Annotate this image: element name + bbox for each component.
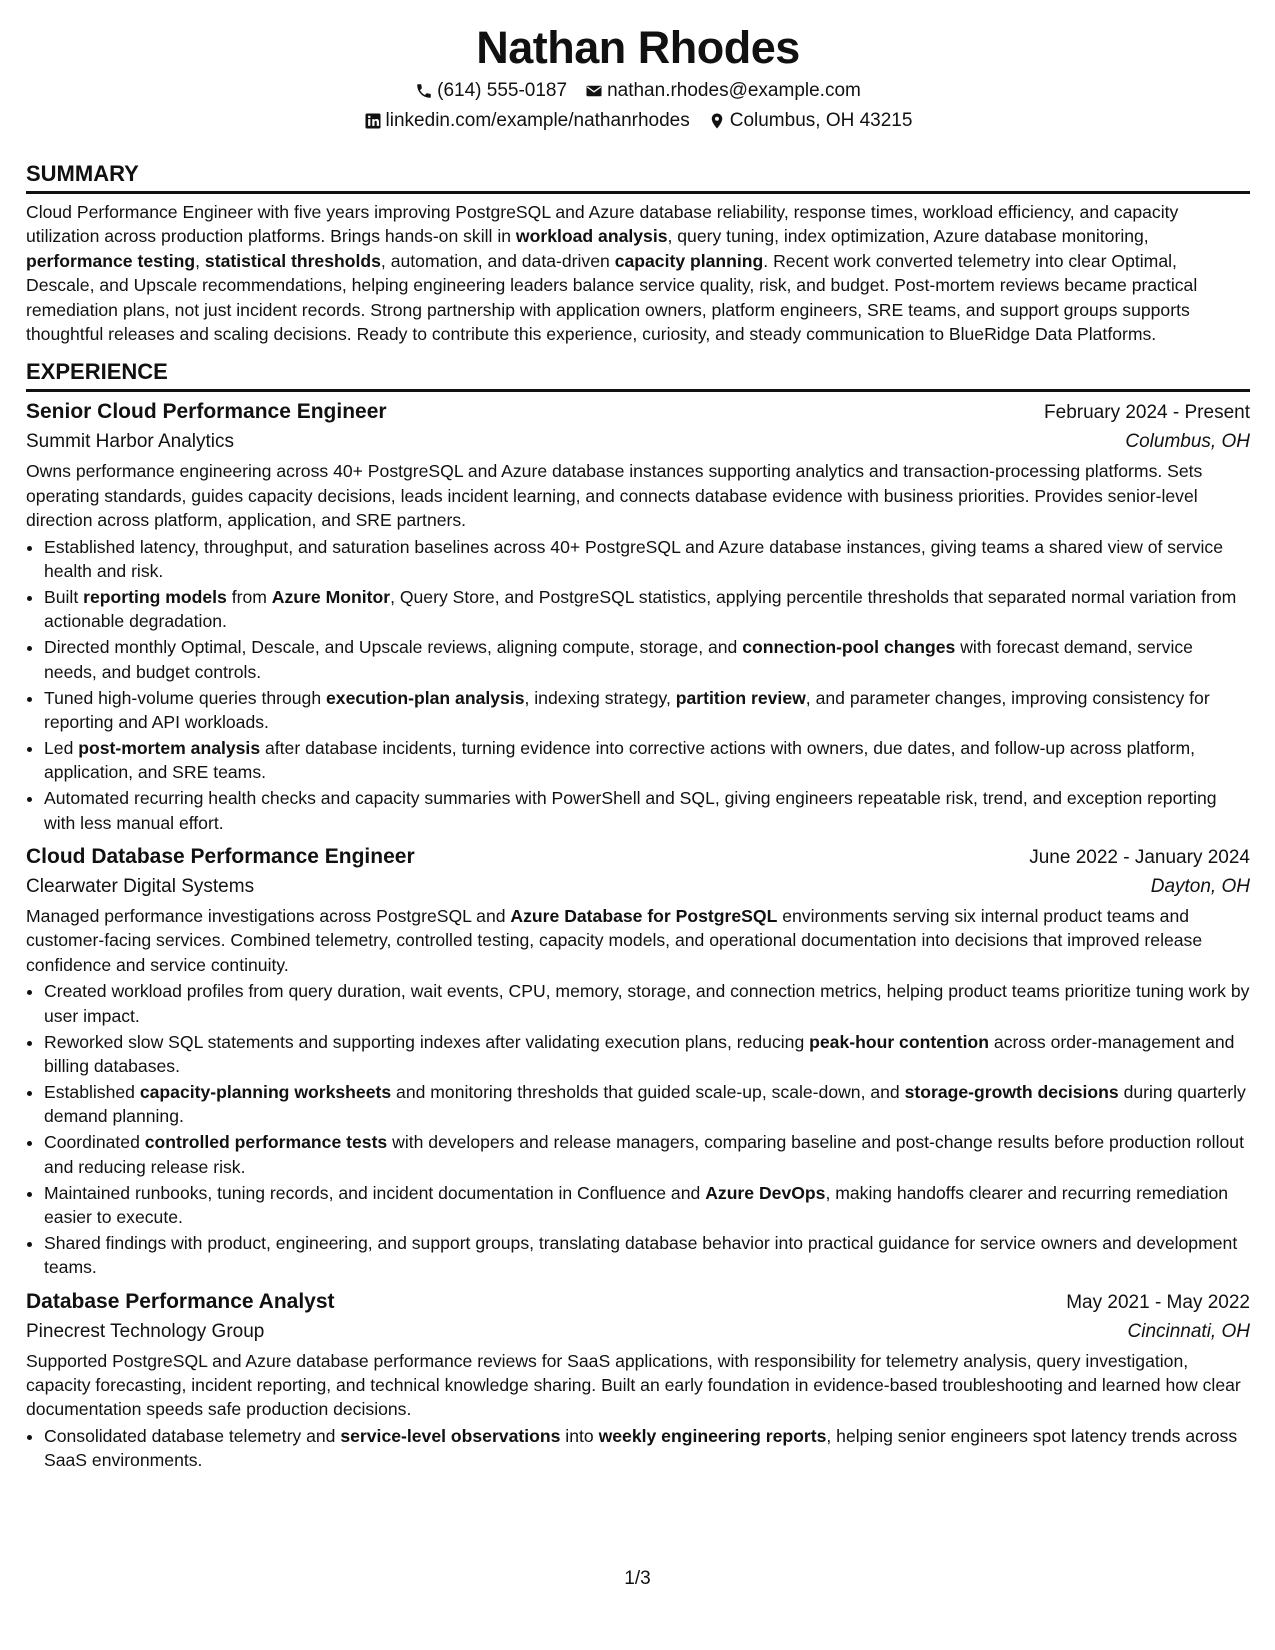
- location-text: Columbus, OH 43215: [729, 110, 913, 131]
- job-entry: [26, 841, 1250, 1280]
- envelope-icon: [585, 82, 603, 100]
- summary-section: [26, 160, 1250, 346]
- list-item: [44, 1181, 1250, 1230]
- bullet-bold-text: storage-growth decisions: [904, 1081, 1119, 1102]
- list-item: [44, 686, 1250, 735]
- job-bullet-list: [26, 1424, 1250, 1473]
- email-contact[interactable]: [585, 76, 861, 106]
- jobs-list: [26, 396, 1250, 1472]
- bullet-text: Created workload profiles from query duration, wait events, CPU, memory, storage, and connection metrics, helping product teams prioritize tuning work by user impact.: [44, 981, 1250, 1026]
- linkedin-icon: [364, 112, 382, 130]
- list-item: [44, 535, 1250, 584]
- bullet-text: , and parameter changes, improving consistency for reporting and API workloads.: [44, 687, 1210, 732]
- job-description: [26, 459, 1250, 532]
- bullet-text: Shared findings with product, engineering, and support groups, translating database behavior into practical guidance for service owners and development teams.: [44, 1232, 1238, 1278]
- phone-contact: [415, 76, 567, 106]
- job-company-row: [26, 427, 1250, 457]
- bullet-bold-text: execution-plan analysis: [326, 687, 525, 708]
- bullet-text: Established latency, throughput, and saturation baselines across 40+ PostgreSQL and Azure database instances, giving teams a shared view of service health and risk.: [44, 536, 1223, 582]
- company-name: Summit Harbor Analytics: [26, 431, 235, 453]
- bullet-bold-text: controlled performance tests: [144, 1132, 388, 1153]
- bullet-text: Tuned high-volume queries through: [44, 687, 326, 708]
- summary-text: Cloud Performance Engineer with five years improving PostgreSQL and Azure database reliability, response times, workload efficiency, and capacity utilization across production platforms. Brings hands-on skill in: [26, 202, 1179, 247]
- job-description: [26, 1349, 1250, 1422]
- summary-bold-text: workload analysis: [515, 226, 668, 247]
- job-description-text: environments serving six internal product teams and customer-facing services. Combined telemetry, controlled testing, capacity models, and operational documentation into decisions that improved release confidence and service continuity.: [26, 906, 1203, 975]
- section-title-experience: EXPERIENCE: [26, 358, 1250, 392]
- bullet-text: with developers and release managers, comparing baseline and post-change results before production rollout and reducing release risk.: [44, 1132, 1244, 1177]
- job-title: Senior Cloud Performance Engineer: [26, 400, 387, 424]
- bullet-bold-text: Azure Monitor: [271, 586, 391, 607]
- resume-page: [26, 0, 1250, 1474]
- page-number: 1/3: [624, 1568, 651, 1589]
- summary-paragraph: [26, 200, 1250, 346]
- job-description-text: Owns performance engineering across 40+ PostgreSQL and Azure database instances supporting analytics and transaction-processing platforms. Sets operating standards, guides capacity decisions, leads incident learning, and connects database evidence with business priorities. Provides senior-level direction across platform, application, and SRE partners.: [26, 461, 1203, 531]
- list-item: [44, 1080, 1250, 1129]
- phone-icon: [415, 82, 433, 100]
- bullet-bold-text: reporting models: [83, 586, 227, 607]
- job-header-row: [26, 1286, 1250, 1317]
- bullet-text: , Query Store, and PostgreSQL statistics, applying percentile thresholds that separated normal variation from actionable degradation.: [44, 586, 1237, 632]
- contact-line-1: [26, 76, 1250, 106]
- experience-section: [26, 358, 1250, 1472]
- bullet-text: Maintained runbooks, tuning records, and incident documentation in Confluence and: [44, 1182, 706, 1203]
- job-description-bold-text: Azure Database for PostgreSQL: [510, 906, 778, 927]
- bullet-bold-text: Azure DevOps: [705, 1182, 826, 1203]
- bullet-text: Reworked slow SQL statements and supporting indexes after validating execution plans, reducing: [44, 1031, 810, 1052]
- bullet-text: , making handoffs clearer and recurring remediation easier to execute.: [44, 1182, 1229, 1227]
- job-header-row: [26, 841, 1250, 872]
- bullet-bold-text: weekly engineering reports: [598, 1425, 827, 1446]
- job-location: Cincinnati, OH: [1127, 1320, 1250, 1342]
- location-contact: [708, 106, 913, 136]
- bullet-text: into: [560, 1425, 599, 1446]
- bullet-text: Led: [44, 737, 79, 758]
- bullet-text: Established: [44, 1081, 140, 1102]
- summary-text: , automation, and data-driven: [380, 250, 615, 271]
- job-entry: [26, 1286, 1250, 1473]
- job-company-row: [26, 1317, 1250, 1347]
- list-item: [44, 635, 1250, 684]
- job-description-text: Managed performance investigations across PostgreSQL and: [26, 906, 511, 927]
- bullet-text: after database incidents, turning evidence into corrective actions with owners, due dates, and follow-up across platform, application, and SRE teams.: [44, 737, 1196, 783]
- list-item: [44, 786, 1250, 835]
- bullet-text: , helping senior engineers spot latency trends across SaaS environments.: [44, 1425, 1238, 1471]
- job-dates: February 2024 - Present: [1044, 402, 1250, 424]
- bullet-bold-text: service-level observations: [340, 1425, 561, 1446]
- summary-bold-text: performance testing: [26, 250, 196, 271]
- section-title-summary: SUMMARY: [26, 160, 1250, 194]
- linkedin-text[interactable]: linkedin.com/example/nathanrhodes: [385, 110, 690, 131]
- contact-line-2: [26, 106, 1250, 136]
- job-header-row: [26, 396, 1250, 427]
- bullet-text: Automated recurring health checks and capacity summaries with PowerShell and SQL, giving engineers repeatable risk, trend, and exception reporting with less manual effort.: [44, 788, 1217, 833]
- bullet-text: , indexing strategy,: [524, 687, 676, 708]
- list-item: [44, 1424, 1250, 1473]
- summary-bold-text: capacity planning: [614, 250, 764, 271]
- list-item: [44, 585, 1250, 634]
- bullet-text: Coordinated: [44, 1132, 145, 1153]
- bullet-text: Built: [44, 586, 84, 607]
- resume-header: [26, 20, 1250, 136]
- summary-text: , query tuning, index optimization, Azure database monitoring,: [667, 226, 1149, 247]
- job-dates: June 2022 - January 2024: [1029, 847, 1250, 869]
- phone-text: (614) 555-0187: [437, 80, 568, 101]
- email-text[interactable]: nathan.rhodes@example.com: [607, 80, 861, 101]
- bullet-bold-text: partition review: [675, 687, 806, 708]
- bullet-bold-text: connection-pool changes: [742, 637, 956, 658]
- summary-bold-text: statistical thresholds: [204, 250, 381, 271]
- linkedin-contact[interactable]: [364, 106, 690, 136]
- list-item: [44, 979, 1250, 1028]
- job-location: Columbus, OH: [1125, 431, 1250, 453]
- bullet-bold-text: peak-hour contention: [809, 1031, 989, 1052]
- job-description: [26, 904, 1250, 977]
- job-title: Database Performance Analyst: [26, 1289, 335, 1313]
- list-item: [44, 1231, 1250, 1280]
- job-entry: [26, 396, 1250, 835]
- bullet-text: Directed monthly Optimal, Descale, and Upscale reviews, aligning compute, storage, and: [44, 637, 743, 658]
- job-bullet-list: [26, 979, 1250, 1279]
- job-company-row: [26, 872, 1250, 902]
- candidate-name: Nathan Rhodes: [476, 22, 800, 73]
- list-item: [44, 1030, 1250, 1079]
- bullet-text: across order-management and billing databases.: [44, 1031, 1235, 1076]
- job-title: Cloud Database Performance Engineer: [26, 845, 415, 869]
- company-name: Pinecrest Technology Group: [26, 1320, 265, 1342]
- bullet-text: during quarterly demand planning.: [44, 1081, 1246, 1127]
- job-dates: May 2021 - May 2022: [1066, 1291, 1250, 1313]
- bullet-text: Consolidated database telemetry and: [44, 1425, 341, 1446]
- company-name: Clearwater Digital Systems: [26, 876, 255, 898]
- bullet-text: from: [226, 586, 272, 607]
- list-item: [44, 1130, 1250, 1179]
- bullet-text: with forecast demand, service needs, and budget controls.: [44, 637, 1193, 682]
- bullet-bold-text: capacity-planning worksheets: [139, 1081, 392, 1102]
- summary-text: . Recent work converted telemetry into clear Optimal, Descale, and Upscale recommendations, helping engineering leaders balance service quality, risk, and budget. Post-mortem reviews became practical remediation plans, not just incident records. Strong partnership with application owners, platform engineers, SRE teams, and support groups supports thoughtful releases and scaling decisions. Ready to contribute this experience, curiosity, and steady communication to BlueRidge Data Platforms.: [26, 250, 1198, 345]
- job-location: Dayton, OH: [1150, 876, 1250, 898]
- list-item: [44, 736, 1250, 785]
- job-description-text: Supported PostgreSQL and Azure database performance reviews for SaaS applications, with responsibility for telemetry analysis, query investigation, capacity forecasting, incident reporting, and technical knowledge sharing. Built an early foundation in evidence-based troubleshooting and learned how clear documentation speeds safe production decisions.: [26, 1350, 1241, 1420]
- bullet-text: and monitoring thresholds that guided scale-up, scale-down, and: [391, 1081, 905, 1102]
- bullet-bold-text: post-mortem analysis: [78, 737, 261, 758]
- job-bullet-list: [26, 535, 1250, 835]
- map-pin-icon: [708, 112, 726, 130]
- summary-text: ,: [195, 250, 205, 271]
